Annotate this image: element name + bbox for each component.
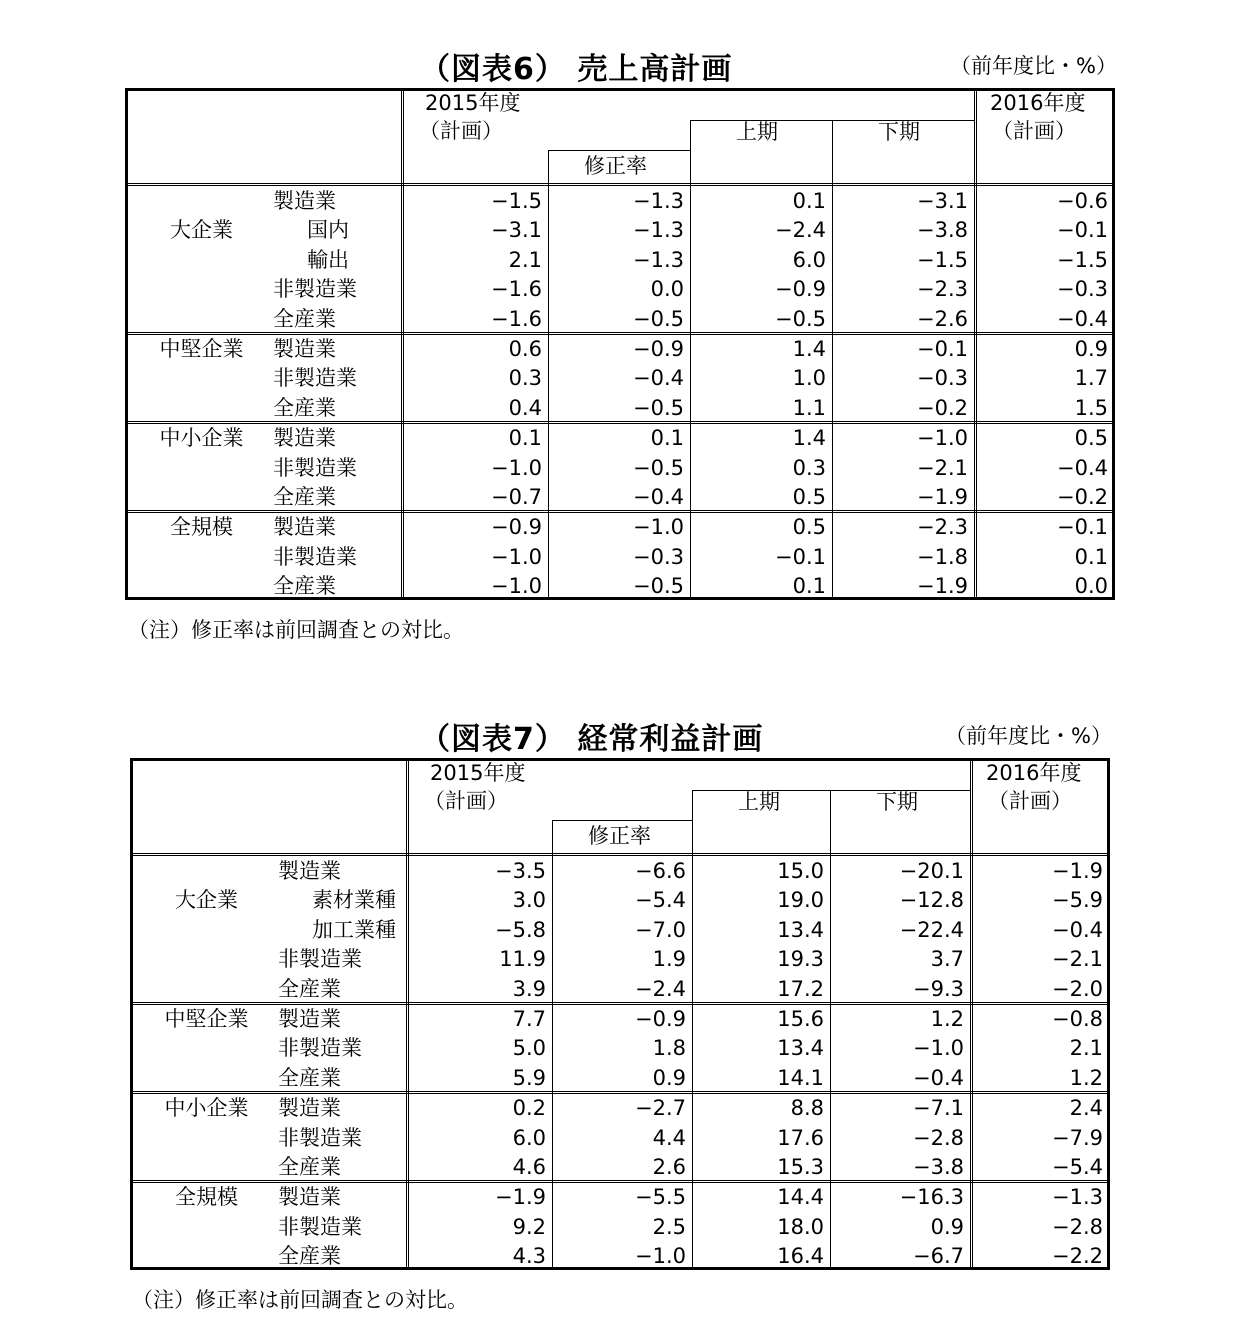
value-cell: −0.1 — [775, 544, 826, 569]
row-label: 非製造業 — [273, 455, 357, 480]
value-cell: −2.1 — [917, 455, 968, 480]
value-cell: −2.1 — [1052, 947, 1103, 972]
header-rule — [690, 120, 974, 121]
row-label: 製造業 — [273, 426, 336, 451]
value-cell: −0.8 — [1052, 1007, 1103, 1031]
unit-label: （前年度比・%） — [945, 724, 1112, 748]
value-cell: −0.2 — [1057, 485, 1108, 509]
value-cell: 1.9 — [652, 947, 686, 972]
value-cell: −2.7 — [635, 1096, 686, 1121]
group-name: 中小企業 — [159, 426, 244, 451]
header-fy2016-plan: （計画） — [992, 119, 1076, 143]
value-cell: 0.0 — [1074, 574, 1108, 599]
col-divider-firsthalf — [690, 120, 691, 596]
value-cell: 0.2 — [512, 1096, 546, 1121]
value-cell: 2.6 — [652, 1155, 686, 1179]
table-title: （図表7） 経常利益計画 — [420, 722, 764, 757]
row-label: 製造業 — [278, 1007, 341, 1031]
data-table — [130, 758, 1110, 1270]
row-label: 非製造業 — [273, 277, 357, 302]
row-label: 非製造業 — [278, 1214, 362, 1239]
value-cell: 14.1 — [777, 1065, 824, 1090]
value-cell: 5.0 — [512, 1036, 546, 1061]
col-divider-2016 — [970, 761, 973, 1267]
value-cell: 0.3 — [792, 455, 826, 480]
value-cell: 4.4 — [652, 1125, 686, 1150]
value-cell: 19.0 — [777, 888, 824, 913]
value-cell: −3.1 — [917, 189, 968, 213]
row-label: 全産業 — [278, 1065, 341, 1090]
row-label: 全産業 — [273, 306, 336, 331]
value-cell: 13.4 — [777, 917, 824, 942]
value-cell: −2.3 — [917, 277, 968, 302]
group-name: 全規模 — [175, 1185, 238, 1210]
value-cell: 11.9 — [499, 947, 546, 972]
header-second-half: 下期 — [876, 790, 918, 815]
header-revision: 修正率 — [584, 153, 647, 178]
value-cell: −1.0 — [633, 515, 684, 540]
row-label: 全産業 — [278, 1244, 341, 1269]
group-name: 中堅企業 — [164, 1007, 249, 1031]
data-table — [125, 88, 1115, 600]
value-cell: 0.1 — [1074, 544, 1108, 569]
value-cell: −1.9 — [1052, 859, 1103, 883]
row-label: 製造業 — [273, 337, 336, 361]
header-fy2015: 2015年度 — [430, 761, 526, 785]
header-rule — [692, 790, 970, 791]
value-cell: −0.7 — [491, 485, 542, 509]
value-cell: 15.3 — [777, 1155, 824, 1179]
value-cell: −0.3 — [917, 366, 968, 391]
value-cell: −2.6 — [917, 306, 968, 331]
value-cell: 9.2 — [512, 1214, 546, 1239]
value-cell: 15.0 — [777, 859, 824, 883]
value-cell: −1.8 — [917, 544, 968, 569]
row-label: 国内 — [307, 218, 349, 243]
header-fy2015-plan: （計画） — [424, 789, 508, 813]
value-cell: −0.4 — [1057, 306, 1108, 331]
value-cell: −0.9 — [633, 337, 684, 361]
header-fy2016-plan: （計画） — [988, 789, 1072, 813]
header-fy2016: 2016年度 — [990, 91, 1086, 115]
value-cell: −0.3 — [633, 544, 684, 569]
value-cell: 3.9 — [512, 976, 546, 1001]
value-cell: 1.4 — [792, 337, 826, 361]
value-cell: −7.0 — [635, 917, 686, 942]
value-cell: −2.8 — [913, 1125, 964, 1150]
value-cell: 6.0 — [792, 247, 826, 272]
value-cell: −2.8 — [1052, 1214, 1103, 1239]
group-separator — [133, 1091, 1107, 1094]
value-cell: −7.9 — [1052, 1125, 1103, 1150]
value-cell: −5.9 — [1052, 888, 1103, 913]
value-cell: 0.1 — [650, 426, 684, 451]
col-divider-secondhalf — [830, 790, 831, 1266]
value-cell: 1.2 — [1069, 1065, 1103, 1090]
value-cell: −0.5 — [633, 395, 684, 420]
value-cell: −5.4 — [635, 888, 686, 913]
header-fy2016: 2016年度 — [986, 761, 1082, 785]
value-cell: −1.0 — [491, 455, 542, 480]
group-name: 中堅企業 — [159, 337, 244, 361]
value-cell: 1.0 — [792, 366, 826, 391]
value-cell: −5.4 — [1052, 1155, 1103, 1179]
value-cell: −1.3 — [633, 247, 684, 272]
value-cell: 0.9 — [930, 1214, 964, 1239]
value-cell: −0.3 — [1057, 277, 1108, 302]
row-label: 全産業 — [273, 485, 336, 509]
value-cell: −3.1 — [491, 218, 542, 243]
value-cell: −0.4 — [1052, 917, 1103, 942]
header-separator — [133, 853, 1107, 856]
value-cell: −1.9 — [495, 1185, 546, 1210]
value-cell: 3.7 — [930, 947, 964, 972]
row-label: 全産業 — [273, 395, 336, 420]
value-cell: −2.0 — [1052, 976, 1103, 1001]
unit-label: （前年度比・%） — [950, 54, 1117, 78]
footnote: （注）修正率は前回調査との対比。 — [132, 1287, 468, 1312]
value-cell: −12.8 — [899, 888, 964, 913]
value-cell: 2.4 — [1069, 1096, 1103, 1121]
row-label: 全産業 — [278, 1155, 341, 1179]
value-cell: −0.1 — [1057, 218, 1108, 243]
col-divider-revision — [548, 150, 549, 597]
value-cell: −0.1 — [1057, 515, 1108, 540]
row-label: 非製造業 — [278, 947, 362, 972]
value-cell: −1.3 — [1052, 1185, 1103, 1210]
footnote: （注）修正率は前回調査との対比。 — [128, 617, 464, 642]
value-cell: −9.3 — [913, 976, 964, 1001]
row-label: 非製造業 — [278, 1125, 362, 1150]
value-cell: −1.9 — [917, 574, 968, 599]
value-cell: 1.2 — [930, 1007, 964, 1031]
row-label: 製造業 — [273, 515, 336, 540]
value-cell: 3.0 — [512, 888, 546, 913]
group-name: 中小企業 — [164, 1096, 249, 1121]
value-cell: −16.3 — [899, 1185, 964, 1210]
value-cell: −0.4 — [913, 1065, 964, 1090]
value-cell: −1.5 — [1057, 247, 1108, 272]
header-revision: 修正率 — [588, 823, 651, 848]
value-cell: −1.3 — [633, 189, 684, 213]
value-cell: −1.0 — [635, 1244, 686, 1269]
header-first-half: 上期 — [738, 790, 780, 815]
value-cell: 0.0 — [650, 277, 684, 302]
value-cell: 0.4 — [508, 395, 542, 420]
row-label: 素材業種 — [312, 888, 396, 913]
value-cell: 0.9 — [652, 1065, 686, 1090]
group-name: 大企業 — [175, 888, 238, 913]
col-divider-revision — [552, 820, 553, 1267]
value-cell: 4.6 — [512, 1155, 546, 1179]
value-cell: 2.1 — [508, 247, 542, 272]
value-cell: −5.5 — [635, 1185, 686, 1210]
value-cell: −0.5 — [633, 306, 684, 331]
value-cell: 0.1 — [792, 189, 826, 213]
col-divider-2016 — [974, 91, 977, 597]
header-rule-revision — [552, 820, 692, 821]
value-cell: 14.4 — [777, 1185, 824, 1210]
group-separator — [133, 1002, 1107, 1005]
value-cell: −6.6 — [635, 859, 686, 883]
value-cell: −0.5 — [775, 306, 826, 331]
value-cell: −22.4 — [899, 917, 964, 942]
value-cell: 15.6 — [777, 1007, 824, 1031]
value-cell: 0.1 — [508, 426, 542, 451]
row-label: 非製造業 — [273, 366, 357, 391]
row-label: 輸出 — [307, 247, 349, 272]
value-cell: 5.9 — [512, 1065, 546, 1090]
row-label: 全産業 — [273, 574, 336, 599]
value-cell: 17.2 — [777, 976, 824, 1001]
row-label: 製造業 — [278, 1185, 341, 1210]
row-label: 製造業 — [278, 1096, 341, 1121]
value-cell: 0.9 — [1074, 337, 1108, 361]
value-cell: −1.9 — [917, 485, 968, 509]
value-cell: −0.4 — [633, 485, 684, 509]
header-fy2015: 2015年度 — [425, 91, 521, 115]
value-cell: 18.0 — [777, 1214, 824, 1239]
value-cell: 13.4 — [777, 1036, 824, 1061]
value-cell: −1.3 — [633, 218, 684, 243]
group-separator — [128, 332, 1112, 335]
row-label: 加工業種 — [312, 917, 396, 942]
value-cell: 1.7 — [1074, 366, 1108, 391]
value-cell: −0.9 — [775, 277, 826, 302]
value-cell: −5.8 — [495, 917, 546, 942]
row-label: 非製造業 — [278, 1036, 362, 1061]
value-cell: −1.5 — [917, 247, 968, 272]
value-cell: −0.6 — [1057, 189, 1108, 213]
col-divider-firsthalf — [692, 790, 693, 1266]
value-cell: 0.5 — [792, 515, 826, 540]
value-cell: 7.7 — [512, 1007, 546, 1031]
value-cell: 0.5 — [1074, 426, 1108, 451]
col-divider-label — [401, 91, 404, 597]
row-label: 製造業 — [278, 859, 341, 883]
value-cell: −2.4 — [635, 976, 686, 1001]
value-cell: −1.0 — [917, 426, 968, 451]
value-cell: 0.6 — [508, 337, 542, 361]
value-cell: 4.3 — [512, 1244, 546, 1269]
value-cell: −3.8 — [913, 1155, 964, 1179]
value-cell: 0.3 — [508, 366, 542, 391]
value-cell: −0.4 — [633, 366, 684, 391]
row-label: 製造業 — [273, 189, 336, 213]
value-cell: −0.4 — [1057, 455, 1108, 480]
value-cell: 8.8 — [790, 1096, 824, 1121]
value-cell: 1.5 — [1074, 395, 1108, 420]
value-cell: −20.1 — [899, 859, 964, 883]
value-cell: −3.8 — [917, 218, 968, 243]
header-rule-revision — [548, 150, 690, 151]
value-cell: 2.5 — [652, 1214, 686, 1239]
group-separator — [128, 421, 1112, 424]
value-cell: −1.6 — [491, 277, 542, 302]
col-divider-label — [406, 761, 409, 1267]
col-divider-secondhalf — [832, 120, 833, 596]
header-fy2015-plan: （計画） — [419, 119, 503, 143]
value-cell: −1.6 — [491, 306, 542, 331]
value-cell: 17.6 — [777, 1125, 824, 1150]
header-separator — [128, 183, 1112, 186]
value-cell: −3.5 — [495, 859, 546, 883]
value-cell: −1.0 — [491, 574, 542, 599]
value-cell: −0.9 — [491, 515, 542, 540]
group-separator — [133, 1180, 1107, 1183]
value-cell: −2.4 — [775, 218, 826, 243]
value-cell: 1.8 — [652, 1036, 686, 1061]
group-name: 全規模 — [170, 515, 233, 540]
value-cell: −0.9 — [635, 1007, 686, 1031]
group-separator — [128, 510, 1112, 513]
value-cell: −0.5 — [633, 574, 684, 599]
value-cell: −0.1 — [917, 337, 968, 361]
value-cell: 6.0 — [512, 1125, 546, 1150]
value-cell: 16.4 — [777, 1244, 824, 1269]
value-cell: −0.5 — [633, 455, 684, 480]
value-cell: 0.1 — [792, 574, 826, 599]
header-first-half: 上期 — [736, 120, 778, 145]
value-cell: −1.5 — [491, 189, 542, 213]
value-cell: −2.2 — [1052, 1244, 1103, 1269]
row-label: 全産業 — [278, 976, 341, 1001]
value-cell: 0.5 — [792, 485, 826, 509]
value-cell: −1.0 — [913, 1036, 964, 1061]
value-cell: −6.7 — [913, 1244, 964, 1269]
group-name: 大企業 — [170, 218, 233, 243]
value-cell: 19.3 — [777, 947, 824, 972]
value-cell: −7.1 — [913, 1096, 964, 1121]
value-cell: 1.1 — [792, 395, 826, 420]
row-label: 非製造業 — [273, 544, 357, 569]
value-cell: 1.4 — [792, 426, 826, 451]
value-cell: −2.3 — [917, 515, 968, 540]
value-cell: −1.0 — [491, 544, 542, 569]
value-cell: 2.1 — [1069, 1036, 1103, 1061]
value-cell: −0.2 — [917, 395, 968, 420]
table-title: （図表6） 売上高計画 — [420, 52, 733, 87]
header-second-half: 下期 — [878, 120, 920, 145]
